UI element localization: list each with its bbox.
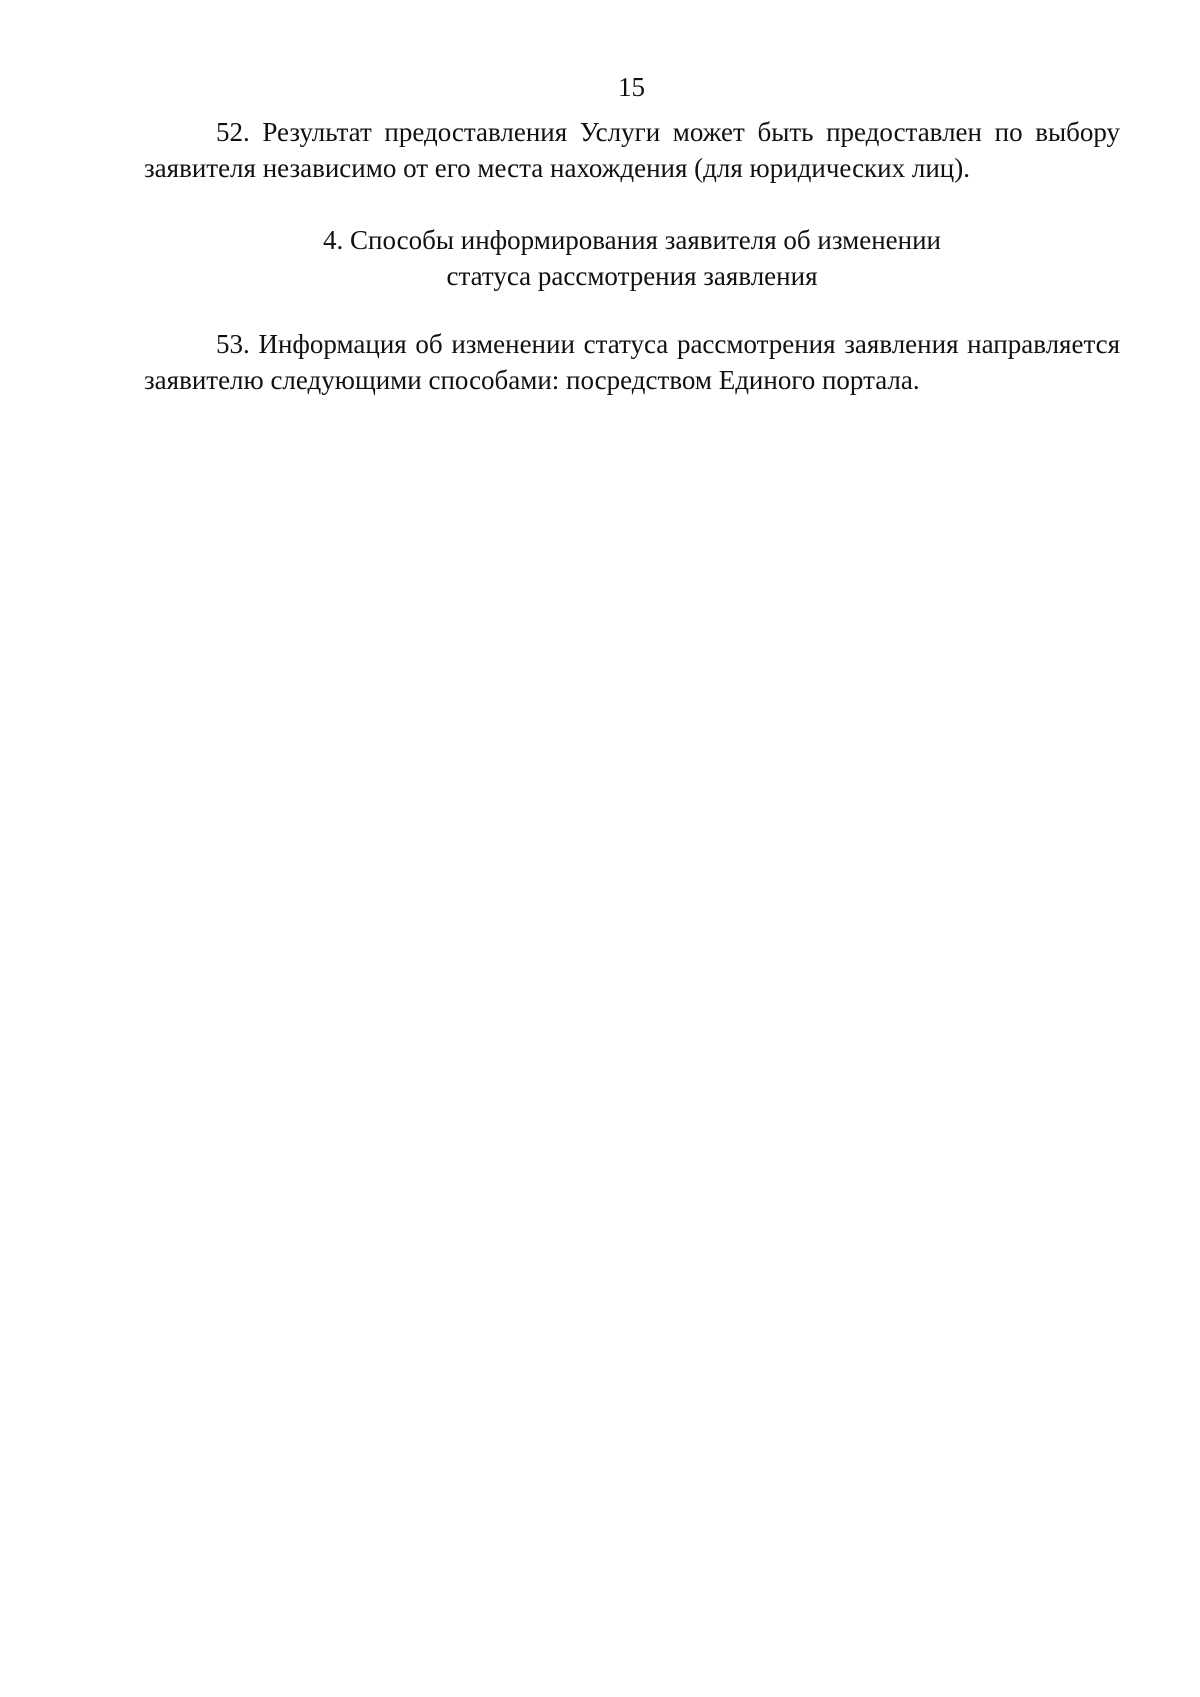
section-heading-line-2: статуса рассмотрения заявления — [446, 261, 818, 291]
document-body — [144, 114, 1120, 398]
section-heading — [144, 222, 1120, 294]
paragraph-52: 52. Результат предоставления Услуги может быть предоставлен по выбору заявителя независимо от его места нахождения (для юридических лиц). — [144, 117, 1120, 183]
page-number: 15 — [618, 72, 645, 102]
section-heading-line-1: 4. Способы информирования заявителя об изменении — [323, 225, 941, 255]
paragraph-53: 53. Информация об изменении статуса рассмотрения заявления направляется заявителю следующими способами: посредством Единого портала. — [144, 329, 1120, 395]
